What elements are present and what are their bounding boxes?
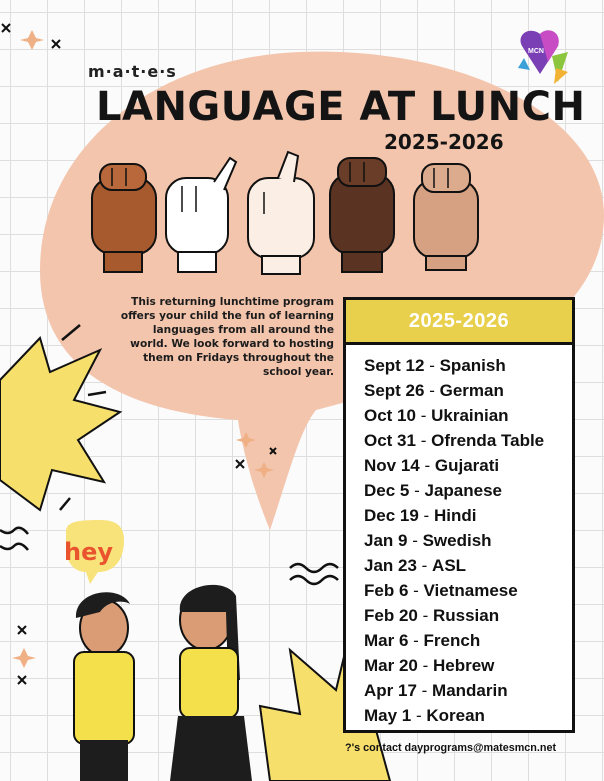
schedule-item — [364, 678, 572, 703]
schedule-item-language: Mandarin — [432, 681, 508, 700]
page-subtitle-year: 2025-2026 — [384, 130, 504, 154]
schedule-item-separator: - — [424, 381, 440, 400]
schedule-item — [364, 528, 572, 553]
schedule-item — [364, 503, 572, 528]
schedule-item-date: Mar 6 — [364, 631, 409, 650]
schedule-item-date: Oct 10 — [364, 406, 416, 425]
logo-text: MCN — [528, 48, 544, 55]
schedule-item — [364, 403, 572, 428]
schedule-item — [364, 703, 572, 728]
schedule-item — [364, 378, 572, 403]
schedule-item-date: Apr 17 — [364, 681, 417, 700]
schedule-item-date: Oct 31 — [364, 431, 416, 450]
schedule-item-language: Korean — [426, 706, 485, 725]
schedule-item-date: Nov 14 — [364, 456, 420, 475]
schedule-item-language: Gujarati — [434, 456, 500, 475]
contact-line: ?'s contact dayprograms@matesmcn.net — [345, 742, 557, 754]
schedule-item-date: May 1 — [364, 706, 412, 725]
page-title: LANGUAGE AT LUNCH — [96, 84, 586, 130]
schedule-item — [364, 478, 572, 503]
schedule-item-date: Feb 20 — [364, 606, 418, 625]
schedule-item-separator: - — [408, 581, 424, 600]
schedule-item — [364, 653, 572, 678]
schedule-item-language: German — [439, 381, 504, 400]
wave-squiggle-icon — [0, 528, 338, 584]
schedule-item-language: Russian — [432, 606, 500, 625]
schedule-item-date: Jan 23 — [364, 556, 417, 575]
kid-boy-illustration — [74, 592, 134, 781]
schedule-item-language: Ukrainian — [431, 406, 509, 425]
schedule-item-language: ASL — [432, 556, 467, 575]
schedule-item-language: Ofrenda Table — [431, 431, 545, 450]
schedule-item-date: Sept 12 — [364, 356, 425, 375]
schedule-item — [364, 578, 572, 603]
schedule-list — [346, 345, 572, 728]
schedule-item-date: Jan 9 — [364, 531, 408, 550]
schedule-heading: 2025-2026 — [346, 300, 572, 345]
schedule-item-date: Feb 6 — [364, 581, 409, 600]
schedule-item-language: Vietnamese — [423, 581, 518, 600]
schedule-item-date: Dec 19 — [364, 506, 419, 525]
schedule-item-separator: - — [415, 406, 432, 425]
schedule-item-separator: - — [416, 556, 433, 575]
schedule-item — [364, 353, 572, 378]
schedule-item-date: Dec 5 — [364, 481, 410, 500]
kid-girl-illustration — [170, 585, 252, 781]
schedule-item-separator: - — [411, 706, 427, 725]
schedule-item-language: Spanish — [439, 356, 506, 375]
schedule-item-language: French — [423, 631, 481, 650]
schedule-item-separator: - — [418, 506, 434, 525]
schedule-item — [364, 453, 572, 478]
fist-icon — [414, 164, 478, 270]
schedule-item-language: Swedish — [422, 531, 492, 550]
schedule-item — [364, 428, 572, 453]
schedule-item-separator: - — [407, 531, 423, 550]
intro-text: This returning lunchtime program offers your child the fun of learning languages from all around the world. We look forward to hosting them on Fridays throughout the school year. — [120, 296, 334, 378]
schedule-item-separator: - — [419, 456, 435, 475]
schedule-item — [364, 553, 572, 578]
schedule-item-separator: - — [417, 656, 433, 675]
schedule-item-language: Hebrew — [432, 656, 495, 675]
mcn-logo-icon — [518, 30, 568, 84]
schedule-item-separator: - — [409, 481, 425, 500]
schedule-item-date: Mar 20 — [364, 656, 418, 675]
schedule-card — [343, 297, 575, 733]
schedule-item — [364, 628, 572, 653]
schedule-item-separator: - — [416, 681, 433, 700]
schedule-item-language: Japanese — [424, 481, 502, 500]
schedule-item-separator: - — [417, 606, 433, 625]
schedule-item-date: Sept 26 — [364, 381, 425, 400]
schedule-item — [364, 603, 572, 628]
schedule-item-separator: - — [415, 431, 432, 450]
schedule-item-separator: - — [424, 356, 440, 375]
hey-speech-text: hey — [64, 538, 114, 566]
schedule-item-separator: - — [408, 631, 424, 650]
schedule-item-language: Hindi — [433, 506, 477, 525]
brand-name: m·a·t·e·s — [88, 62, 177, 81]
